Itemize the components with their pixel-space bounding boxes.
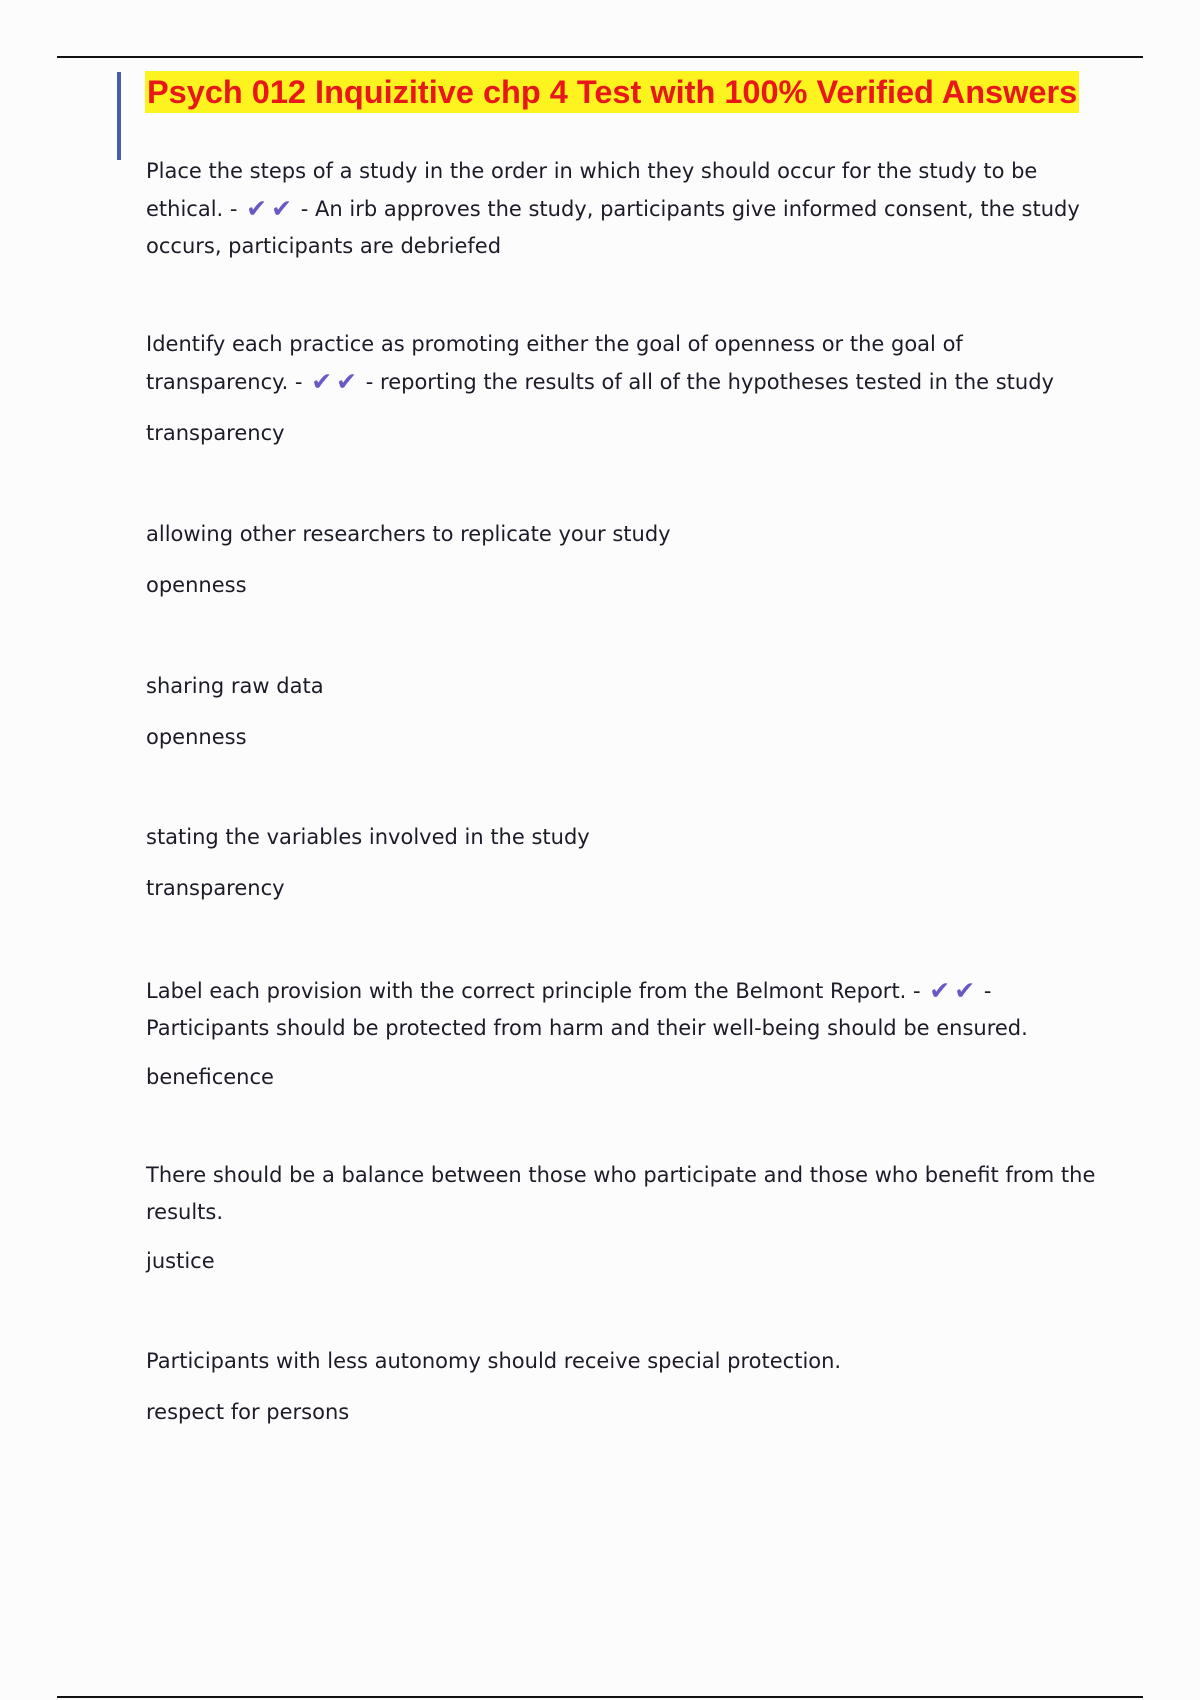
- answer-text: - reporting the results of all of the hypotheses tested in the study: [365, 370, 1054, 394]
- top-rule: [57, 56, 1143, 58]
- answer-label: openness: [146, 573, 247, 597]
- practice-item: allowing other researchers to replicate your study: [146, 522, 671, 546]
- check-icon: ✔: [271, 194, 293, 223]
- answer-text: - An irb approves the study, participants give informed consent, the study occurs, participants are debriefed: [146, 197, 1080, 258]
- bottom-rule: [57, 1696, 1143, 1698]
- question-2: [146, 326, 1096, 401]
- practice-item: stating the variables involved in the study: [146, 825, 590, 849]
- question-text: Label each provision with the correct principle from the Belmont Report. -: [146, 979, 921, 1003]
- answer-label: beneficence: [146, 1065, 274, 1089]
- document-title: Psych 012 Inquizitive chp 4 Test with 100% Verified Answers: [145, 71, 1079, 113]
- question-3: [146, 972, 1096, 1047]
- answer-label: openness: [146, 725, 247, 749]
- provision-item: There should be a balance between those who participate and those who benefit from the results.: [146, 1163, 1096, 1224]
- question-text: Identify each practice as promoting either the goal of openness or the goal of transparency. -: [146, 332, 963, 394]
- check-icon: ✔: [246, 194, 268, 223]
- check-icon: ✔: [954, 976, 976, 1005]
- answer-label: transparency: [146, 876, 285, 900]
- practice-item: sharing raw data: [146, 674, 324, 698]
- provision-item: Participants with less autonomy should receive special protection.: [146, 1349, 842, 1373]
- title-accent-bar: [117, 72, 121, 160]
- check-icon: ✔: [929, 976, 951, 1005]
- answer-label: respect for persons: [146, 1400, 350, 1424]
- check-icon: ✔: [311, 367, 333, 396]
- answer-label: justice: [146, 1249, 215, 1273]
- answer-label: transparency: [146, 421, 285, 445]
- question-text: Place the steps of a study in the order in which they should occur for the study to be ethical. -: [146, 159, 1038, 221]
- answer-text: - Participants should be protected from harm and their well-being should be ensured.: [146, 979, 1028, 1040]
- question-1: [146, 153, 1096, 265]
- check-icon: ✔: [336, 367, 358, 396]
